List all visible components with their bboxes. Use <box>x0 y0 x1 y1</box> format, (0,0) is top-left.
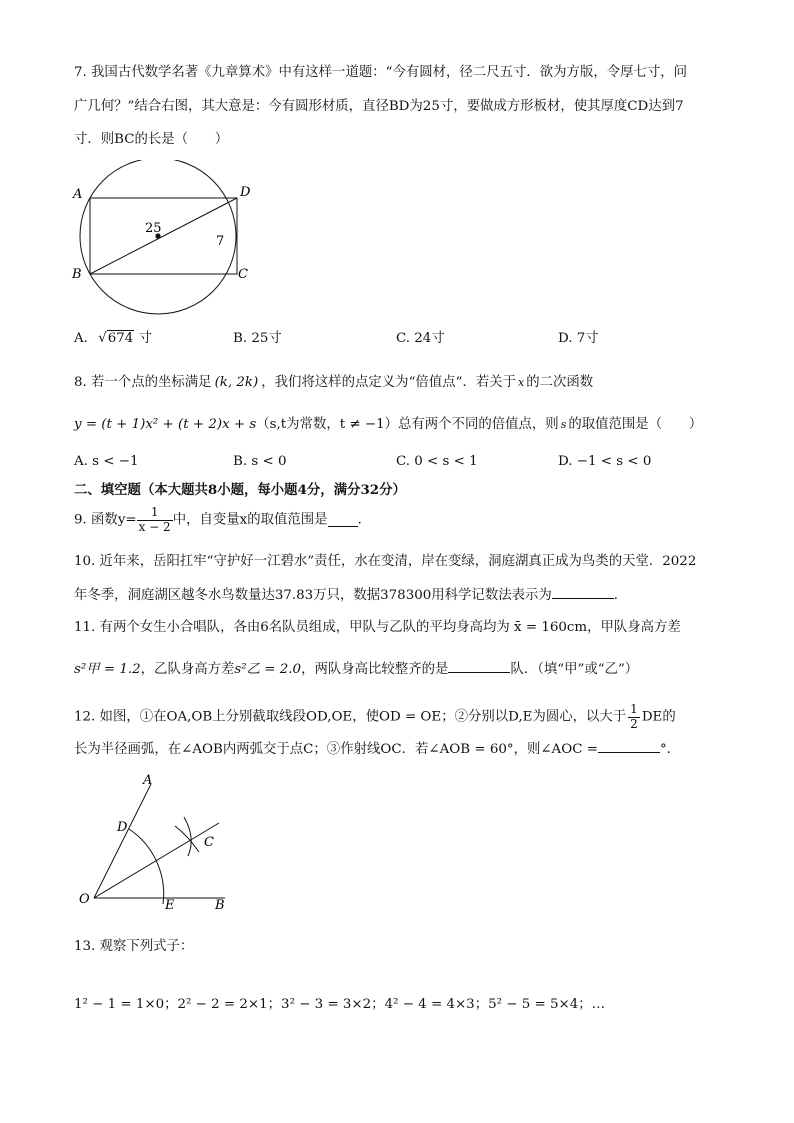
q7-line3: 寸．则BC的长是（ ） <box>74 132 229 147</box>
q7-option-a <box>74 332 152 345</box>
q8-var-x: x <box>518 376 525 389</box>
q8-line1-b: ，我们将这样的点定义为“倍值点”．若关于 <box>261 375 517 390</box>
q12-line1-a: 12. 如图，①在OA,OB上分别截取线段OD,OE，使OD = OE；②分别以D,E为圆心，以大于 <box>74 709 627 725</box>
q11-line1: 11. 有两个女生小合唱队，各由6名队员组成，甲队与乙队的平均身高均为 x̄ = 160cm，甲队身高方差 <box>74 620 681 635</box>
q11-variance-yi: s²乙 = 2.0 <box>234 662 302 677</box>
q7-line1: 7. 我国古代数学名著《九章算术》中有这样一道题：“今有圆材，径二尺五寸．欲为方版，令厚七寸，问 <box>74 65 688 80</box>
q7-option-a-radicand: 674 <box>107 331 134 346</box>
label-c: C <box>238 267 248 282</box>
q8-line2-b: （s,t为常数，t ≠ −1）总有两个不同的倍值点，则 <box>256 417 559 432</box>
q8-line1-a: 8. 若一个点的坐标满足 <box>74 375 212 390</box>
q8-line1-c: 的二次函数 <box>526 375 594 390</box>
q12-line2-b: °． <box>659 742 681 757</box>
q9-prefix: 9. 函数y= <box>74 512 137 528</box>
q10-line2-text: 年冬季，洞庭湖区越冬水鸟数量达37.83万只，数据378300用科学记数法表示为 <box>74 588 552 603</box>
q11-answer-blank[interactable] <box>448 660 510 673</box>
q8-option-b: B. s < 0 <box>233 454 287 469</box>
q12-line1-b: DE的 <box>641 709 676 725</box>
q11-variance-jia: s²甲 = 1.2 <box>74 662 141 677</box>
section-heading-fill-in: 二、填空题（本大题共8小题，每小题4分，满分32分） <box>74 482 406 498</box>
label-25: 25 <box>145 221 162 236</box>
q8-option-a: A. s < −1 <box>74 454 139 469</box>
label-a: A <box>143 773 153 788</box>
q12-line2 <box>74 740 680 756</box>
q8-var-s: s <box>560 418 567 431</box>
q9-answer-blank[interactable] <box>328 514 358 527</box>
q8-formula: y = (t + 1)x² + (t + 2)x + s <box>74 417 257 432</box>
label-c: C <box>204 835 214 850</box>
arc-from-e <box>184 817 191 856</box>
q13-formula: 1² − 1 = 1×0；2² − 2 = 2×1；3² − 3 = 3×2；4² − 4 = 4×3；5² − 5 = 5×4；… <box>74 997 606 1012</box>
q12-angle-figure <box>75 770 245 915</box>
q12-frac-den: 2 <box>630 716 638 731</box>
q11-line2-e: 队．（填“甲”或“乙”） <box>510 662 639 677</box>
q9-suffix: 中，自变量x的取值范围是 <box>172 512 328 528</box>
q12-line1 <box>74 703 676 732</box>
label-d: D <box>240 185 251 200</box>
q12-answer-blank[interactable] <box>598 740 660 753</box>
q8-line2 <box>74 418 702 431</box>
q12-frac-num: 1 <box>630 702 638 716</box>
q9-fraction <box>137 506 173 535</box>
q7-option-a-unit: 寸 <box>138 331 152 346</box>
q13-title: 13. 观察下列式子： <box>74 939 194 954</box>
q8-line2-c: 的取值范围是（ ） <box>568 417 703 432</box>
q9-denominator: x − 2 <box>138 519 171 534</box>
q10-line1: 10. 近年来，岳阳扛牢“守护好一江碧水”责任，水在变清，岸在变绿，洞庭湖真正成为鸟类的天堂．2022 <box>74 554 697 569</box>
q7-option-c: C. 24寸 <box>396 331 445 346</box>
arc-from-d <box>175 826 199 852</box>
label-e: E <box>165 898 175 913</box>
q11-line2 <box>74 660 638 676</box>
q8-option-d: D. −1 < s < 0 <box>558 454 652 469</box>
q7-line2: 广几何？”结合右图，其大意是：今有圆形材质，直径BD为25寸，要做成方形板材，使其厚度CD达到7 <box>74 99 684 114</box>
q8-point: (k, 2k) <box>214 375 259 390</box>
label-b: B <box>215 898 225 913</box>
label-7: 7 <box>216 234 225 249</box>
q12-fraction-half <box>628 703 640 732</box>
q7-option-d: D. 7寸 <box>558 331 599 346</box>
label-b: B <box>72 267 82 282</box>
q7-circle-figure <box>70 160 260 320</box>
q7-option-b: B. 25寸 <box>233 331 282 346</box>
q12-line2-a: 长为半径画弧，在∠AOB内两弧交于点C；③作射线OC．若∠AOB = 60°，则∠AOC = <box>74 742 598 757</box>
diameter-bd <box>90 198 237 274</box>
label-o: O <box>79 892 90 907</box>
q8-line1 <box>74 376 593 389</box>
label-d: D <box>117 820 128 835</box>
q10-line2: 年冬季，洞庭湖区越冬水鸟数量达37.83万只，数据378300用科学记数法表示为 ． <box>74 588 628 603</box>
q11-line2-d: ，两队身高比较整齐的是 <box>301 662 449 677</box>
q11-line2-b: ，乙队身高方差 <box>140 662 235 677</box>
q7-option-a-prefix: A. <box>74 331 88 346</box>
q10-answer-blank[interactable] <box>552 586 614 599</box>
q9-numerator: 1 <box>137 506 173 521</box>
q8-option-c: C. 0 < s < 1 <box>396 454 478 469</box>
q9-line: 9. 函数y= $\frac{1}{x - 2}$ 中，自变量x的取值范围是 ． <box>74 505 371 534</box>
label-a: A <box>73 187 83 202</box>
sqrt-sign-icon: √ <box>98 331 107 346</box>
